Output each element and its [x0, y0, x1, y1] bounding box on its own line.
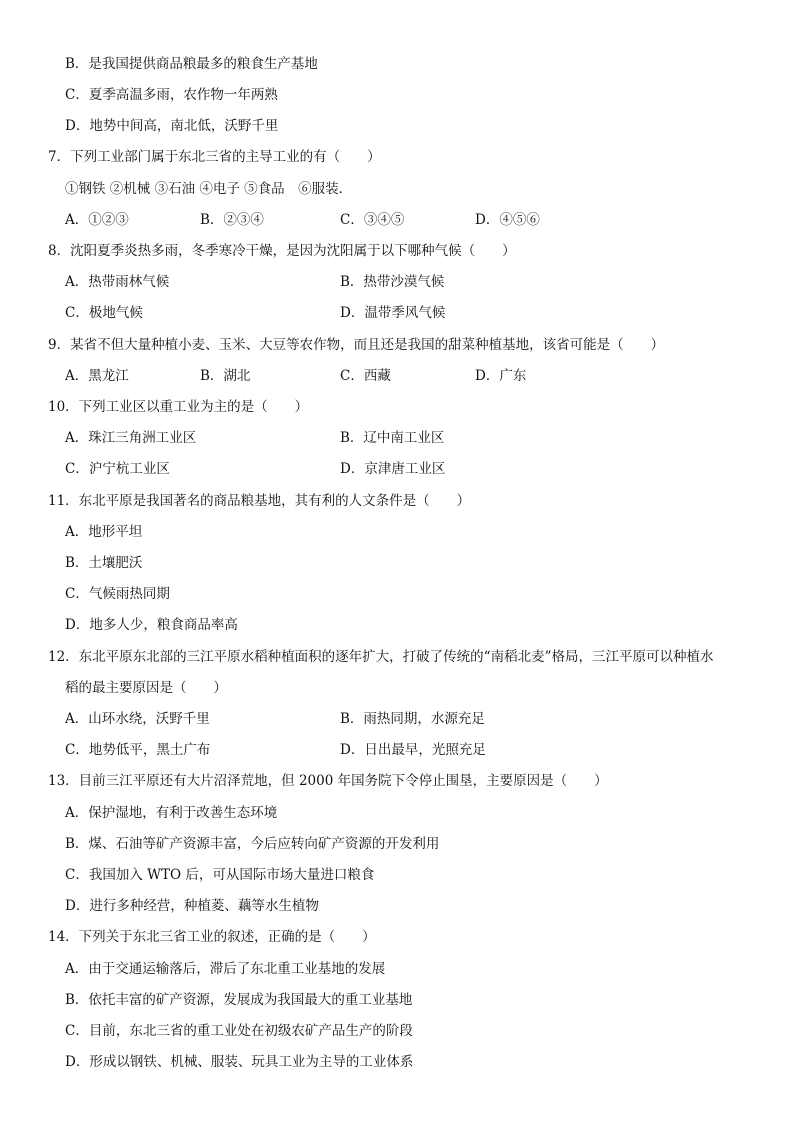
q11-option-d: D．地多人少，粮食商品率高: [65, 617, 238, 633]
q12-stem-line1: 12．东北平原东北部的三江平原水稻种植面积的逐年扩大，打破了传统的“南稻北麦”格局，三江平原可以种植水: [48, 649, 714, 665]
q7-option-c: C．③④⑤: [340, 212, 405, 228]
q14-option-a: A．由于交通运输落后，滞后了东北重工业基地的发展: [65, 961, 386, 977]
q12-option-b: B．雨热同期，水源充足: [340, 711, 485, 727]
q13-option-d: D．进行多种经营，种植菱、藕等水生植物: [65, 898, 319, 914]
q10-option-d: D．京津唐工业区: [340, 461, 446, 477]
q12-option-c: C．地势低平，黑土广布: [65, 742, 211, 758]
q8-option-a: A．热带雨林气候: [65, 274, 170, 290]
q11-option-b: B．土壤肥沃: [65, 555, 143, 571]
q13-option-c: C．我国加入 WTO 后，可从国际市场大量进口粮食: [65, 867, 375, 883]
q14-stem: 14．下列关于东北三省工业的叙述，正确的是（ ）: [48, 929, 376, 945]
q7-items: ①钢铁 ②机械 ③石油 ④电子 ⑤食品 ⑥服装．: [65, 181, 353, 197]
q6-option-d: D．地势中间高，南北低，沃野千里: [65, 118, 279, 134]
q10-option-a: A．珠江三角洲工业区: [65, 430, 197, 446]
q8-stem: 8．沈阳夏季炎热多雨，冬季寒冷干燥，是因为沈阳属于以下哪种气候（ ）: [48, 243, 516, 259]
q12-option-d: D．日出最早，光照充足: [340, 742, 486, 758]
q10-stem: 10．下列工业区以重工业为主的是（ ）: [48, 399, 309, 415]
q9-option-d: D．广东: [475, 368, 527, 384]
q7-stem: 7．下列工业部门属于东北三省的主导工业的有（ ）: [48, 149, 381, 165]
q6-option-c: C．夏季高温多雨，农作物一年两熟: [65, 87, 278, 103]
q7-option-a: A．①②③: [65, 212, 129, 228]
q9-option-c: C．西藏: [340, 368, 391, 384]
q14-option-b: B．依托丰富的矿产资源，发展成为我国最大的重工业基地: [65, 992, 413, 1008]
q9-option-b: B．湖北: [200, 368, 251, 384]
q13-option-a: A．保护湿地，有利于改善生态环境: [65, 805, 278, 821]
q12-stem-line2: 稻的最主要原因是（ ）: [65, 680, 227, 696]
q10-option-c: C．沪宁杭工业区: [65, 461, 170, 477]
q14-option-c: C．目前，东北三省的重工业处在初级农矿产品生产的阶段: [65, 1023, 413, 1039]
q12-option-a: A．山环水绕，沃野千里: [65, 711, 210, 727]
q14-option-d: D．形成以钢铁、机械、服装、玩具工业为主导的工业体系: [65, 1054, 414, 1070]
q8-option-c: C．极地气候: [65, 305, 143, 321]
q10-option-b: B．辽中南工业区: [340, 430, 445, 446]
q8-option-d: D．温带季风气候: [340, 305, 446, 321]
q7-option-b: B．②③④: [200, 212, 264, 228]
q8-option-b: B．热带沙漠气候: [340, 274, 445, 290]
q11-option-c: C．气候雨热同期: [65, 586, 170, 602]
q9-option-a: A．黑龙江: [65, 368, 129, 384]
q11-option-a: A．地形平坦: [65, 524, 143, 540]
q9-stem: 9．某省不但大量种植小麦、玉米、大豆等农作物，而且还是我国的甜菜种植基地，该省可能是（ ）: [48, 337, 665, 353]
q11-stem: 11．东北平原是我国著名的商品粮基地，其有利的人文条件是（ ）: [48, 493, 471, 509]
q6-option-b: B．是我国提供商品粮最多的粮食生产基地: [65, 56, 318, 72]
q7-option-d: D．④⑤⑥: [475, 212, 540, 228]
q13-stem: 13．目前三江平原还有大片沼泽荒地，但 2000 年国务院下令停止围垦，主要原因是（ ）: [48, 773, 608, 789]
q13-option-b: B．煤、石油等矿产资源丰富，今后应转向矿产资源的开发利用: [65, 836, 440, 852]
